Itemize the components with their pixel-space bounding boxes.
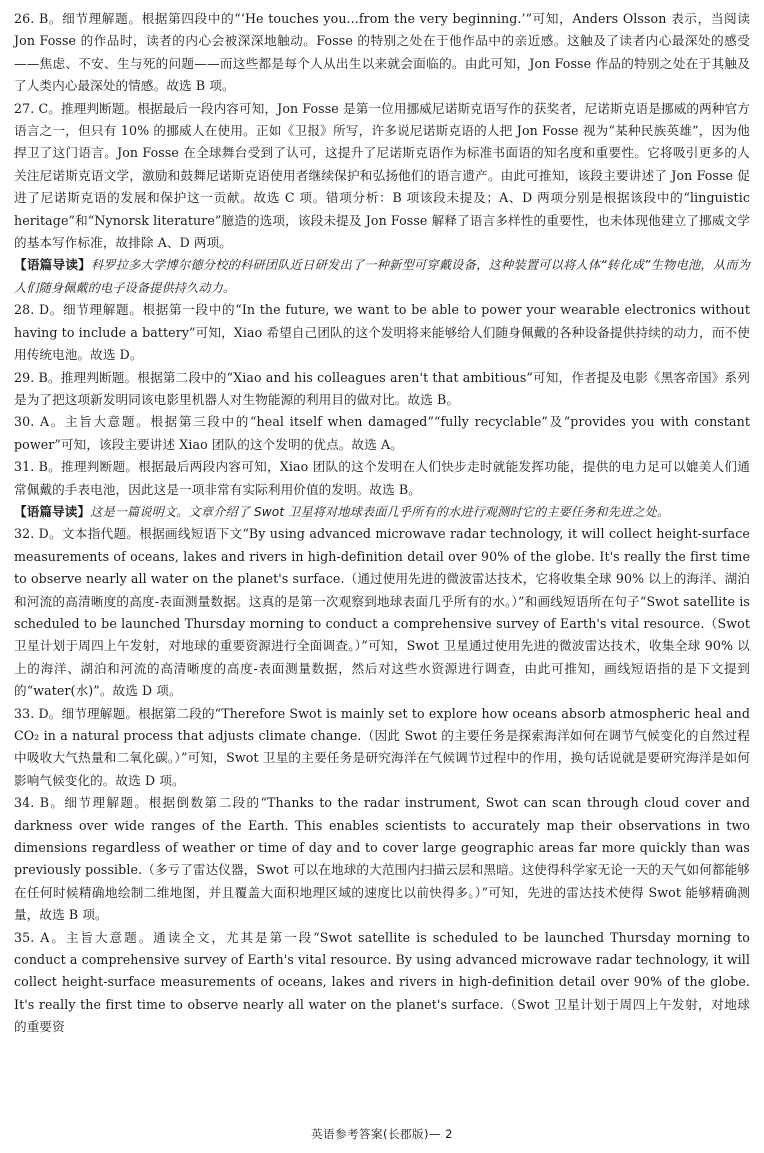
guide-tag: 【语篇导读】: [14, 503, 91, 519]
answer-29: 29. B。推理判断题。根据第二段中的“Xiao and his colleagues aren't that ambitious”可知，作者提及电影《黑客帝国》系列是为了把这项新发明同该电影里机器人对生物能源的利用目的做对比。故选 B。: [14, 369, 750, 407]
answer-34: 34. B。细节理解题。根据倒数第二段的“Thanks to the radar instrument, Swot can scan through cloud cover and darkness over wide ranges of the Earth. This enables scientists to accurately map their observations in two dimensions regardless of weather or time of day and to cover large geographic areas far more quickly than was previously possible.（多亏了雷达仪器，Swot 可以在地球的大范围内扫描云层和黑暗。这使得科学家无论一天的天气如何都能够在任何时候精确地绘制二维地图，并且覆盖大面积地理区域的速度比以前快得多。）”可知，先进的雷达技术使得 Swot 能够精确测量，故选 B 项。: [14, 795, 750, 923]
answer-31: 31. B。推理判断题。根据最后两段内容可知，Xiao 团队的这个发明在人们快步走时就能发挥功能，提供的电力足可以媲美人们通常佩戴的手表电池，因此这是一项非常有实际利用价值的发明。故选 B。: [14, 459, 750, 497]
page-footer: 英语参考答案(长郡版)— 2: [311, 1126, 453, 1141]
answer-26: 26. B。细节理解题。根据第四段中的“‘He touches you...from the very beginning.’”可知，Anders Olsson 表示，当阅读 Jon Fosse 的作品时，读者的内心会被深深地触动。Fosse 的特别之处在于他作品中的亲近感。这触及了读者内心最深处的感受——焦虑、不安、生与死的问题——而这些都是每个人从出生以来就会面临的。由此可知，Jon Fosse 作品的特别之处在于其触及了人类内心最深处的情感。故选 B 项。: [14, 11, 750, 94]
guide-text: 科罗拉多大学博尔德分校的科研团队近日研发出了一种新型可穿戴设备，这种装置可以将人体“转化成”生物电池，从而为人们随身佩戴的电子设备提供持久动力。: [14, 258, 750, 295]
answer-33: 33. D。细节理解题。根据第二段的“Therefore Swot is mainly set to explore how oceans absorb atmospheric heal and CO₂ in a natural process that adjusts climate change.（因此 Swot 的主要任务是探索海洋如何在调节气候变化的自然过程中吸收大气热量和二氧化碳。）”可知，Swot 卫星的主要任务是研究海洋在气候调节过程中的作用，换句话说就是要研究海洋是如何影响气候变化的。故选 D 项。: [14, 705, 750, 788]
answer-32: 32. D。文本指代题。根据画线短语下文“By using advanced microwave radar technology, it will collect height-surface measurements of oceans, lakes and rivers in high-definition detail over 90% of the globe. It's really the first time to observe nearly all water on the planet's surface.（通过使用先进的微波雷达技术，它将收集全球 90% 以上的海洋、湖泊和河流的高清晰度的高度-表面测量数据。这真的是第一次观察到地球表面几乎所有的水。）”和画线短语所在句子“Swot satellite is scheduled to be launched Thursday morning to conduct a comprehensive survey of Earth's vital resource.（Swot 卫星计划于周四上午发射，对地球的重要资源进行全面调查。）”可知，Swot 卫星通过使用先进的微波雷达技术，收集全球 90% 以上的海洋、湖泊和河流的高清晰度的高度-表面测量数据，然后对这些水资源进行调查，由此可推知，画线短语指的是下文提到的“water(水)”。故选 D 项。: [14, 526, 750, 699]
guide-tag: 【语篇导读】: [14, 257, 91, 273]
answer-30: 30. A。主旨大意题。根据第三段中的“heal itself when damaged”“fully recyclable”及“provides you with constant power”可知，该段主要讲述 Xiao 团队的这个发明的优点。故选 A。: [14, 414, 750, 452]
passage-guide-1: [14, 254, 750, 299]
answer-35: 35. A。主旨大意题。通读全文，尤其是第一段“Swot satellite is scheduled to be launched Thursday morning to conduct a comprehensive survey of Earth's vital resource. By using advanced microwave radar technology, it will collect height-surface measurements of oceans, lakes and rivers in high-definition detail over 90% of the globe. It's really the first time to observe nearly all water on the planet's surface.（Swot 卫星计划于周四上午发射，对地球的重要资: [14, 929, 750, 1035]
passage-guide-2: [14, 501, 750, 523]
answer-28: 28. D。细节理解题。根据第一段中的“In the future, we want to be able to power your wearable electronics without having to include a battery”可知，Xiao 希望自己团队的这个发明将来能够给人们随身佩戴的各种设备提供持续的动力，而不使用传统电池。故选 D。: [14, 302, 750, 363]
guide-text: 这是一篇说明文。文章介绍了 Swot 卫星将对地球表面几乎所有的水进行观测时它的主要任务和先进之处。: [90, 504, 670, 519]
answer-27: 27. C。推理判断题。根据最后一段内容可知，Jon Fosse 是第一位用挪威尼诺斯克语写作的获奖者，尼诺斯克语是挪威的两种官方语言之一，但只有 10% 的挪威人在使用。正如《卫报》所写，许多说尼诺斯克语的人把 Jon Fosse 视为“某种民族英雄”，因为他捍卫了这门语言。Jon Fosse 在全球舞台受到了认可，这提升了尼诺斯克语作为标准书面语的知名度和重要性。它将吸引更多的人关注尼诺斯克语文学，激励和鼓舞尼诺斯克语使用者继续保护和弘扬他们的语言遗产。由此可推知，该段主要讲述了 Jon Fosse 促进了尼诺斯克语的发展和保护这一贡献。故选 C 项。错项分析：B 项该段未提及；A、D 两项分别是根据该段中的“linguistic heritage”和“Nynorsk literature”臆造的选项，该段未提及 Jon Fosse 解释了语言多样性的重要性，也未体现他建立了挪威文学的基本写作标准，故排除 A、D 两项。: [14, 100, 750, 251]
